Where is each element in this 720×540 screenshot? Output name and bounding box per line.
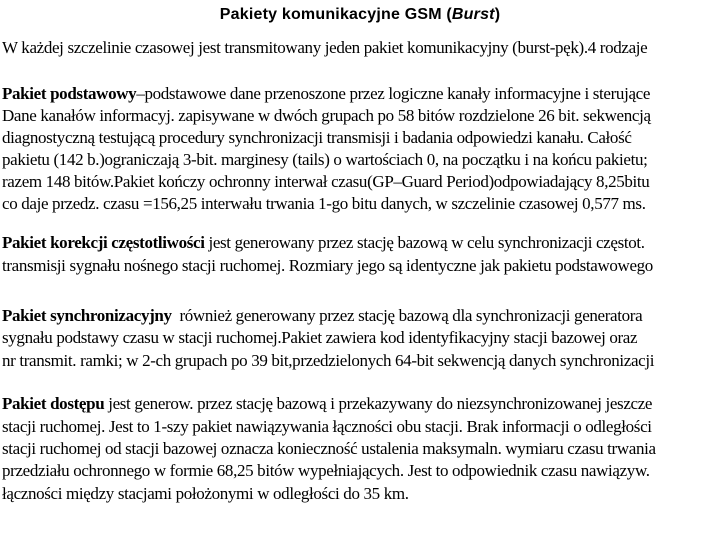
text-line: nr transmit. ramki; w 2-ch grupach po 39 bit,przedzielonych 64-bit sekwencją danych synchronizacji xyxy=(2,351,655,370)
text-span: również generowany przez stację bazową dla synchronizacji generatora xyxy=(171,306,643,325)
text-line: razem 148 bitów.Pakiet kończy ochronny interwał czasu(GP–Guard Period)odpowiadający 8,25bitu xyxy=(2,172,650,191)
text-span: jest generow. przez stację bazową i przekazywany do niezsynchronizowanej jeszcze xyxy=(104,394,653,413)
text-span: jest generowany przez stację bazową w celu synchronizacji częstot. xyxy=(204,233,645,252)
paragraph-heading: Pakiet synchronizacyjny xyxy=(2,306,172,325)
text-line xyxy=(2,306,642,326)
title-text: Pakiety komunikacyjne GSM ( xyxy=(219,6,452,23)
text-line: sygnału podstawy czasu w stacji ruchomej.Pakiet zawiera kod identyfikacyjny stacji bazowej oraz xyxy=(2,328,638,347)
title-close: ) xyxy=(494,6,501,23)
page-title xyxy=(0,6,720,24)
text-line: transmisji sygnału nośnego stacji ruchomej. Rozmiary jego są identyczne jak pakietu podstawowego xyxy=(2,256,653,275)
text-line xyxy=(2,233,645,253)
paragraph-heading: Pakiet podstawowy xyxy=(2,84,137,103)
text-line: stacji ruchomej. Jest to 1-szy pakiet nawiązywania łączności obu stacji. Brak informacji o odległości xyxy=(2,417,652,436)
text-line: diagnostyczną testującą procedury synchronizacji transmisji i badania odpowiedzi kanału. Całość xyxy=(2,128,632,147)
paragraph-heading: Pakiet korekcji częstotliwości xyxy=(2,233,205,252)
text-line: co daje przedz. czasu =156,25 interwału trwania 1-go bitu danych, w szczelinie czasowej 0,577 ms. xyxy=(2,194,646,213)
text-line: Dane kanałów informacyj. zapisywane w dwóch grupach po 58 bitów rozdzielone 26 bit. sekwencją xyxy=(2,106,651,125)
title-italic: Burst xyxy=(451,6,495,23)
text-line xyxy=(2,394,652,414)
text-line: stacji ruchomej od stacji bazowej oznacza konieczność ustalenia maksymaln. wymiaru czasu trwania xyxy=(2,439,656,458)
text-line: pakietu (142 b.)ograniczają 3-bit. marginesy (tails) o wartościach 0, na początku i na końcu pakietu; xyxy=(2,150,648,169)
text-line: przedziału ochronnego w formie 68,25 bitów wypełniających. Jest to odpowiednik czasu nawiązyw. xyxy=(2,461,650,480)
text-span: –podstawowe dane przenoszone przez logiczne kanały informacyjne i sterujące xyxy=(136,84,651,103)
text-line xyxy=(2,84,650,104)
text-line: łączności między stacjami położonymi w odległości do 35 km. xyxy=(2,484,409,503)
intro-text: W każdej szczelinie czasowej jest transmitowany jeden pakiet komunikacyjny (burst-pęk).4 rodzaje xyxy=(2,38,648,57)
paragraph-heading: Pakiet dostępu xyxy=(2,394,105,413)
